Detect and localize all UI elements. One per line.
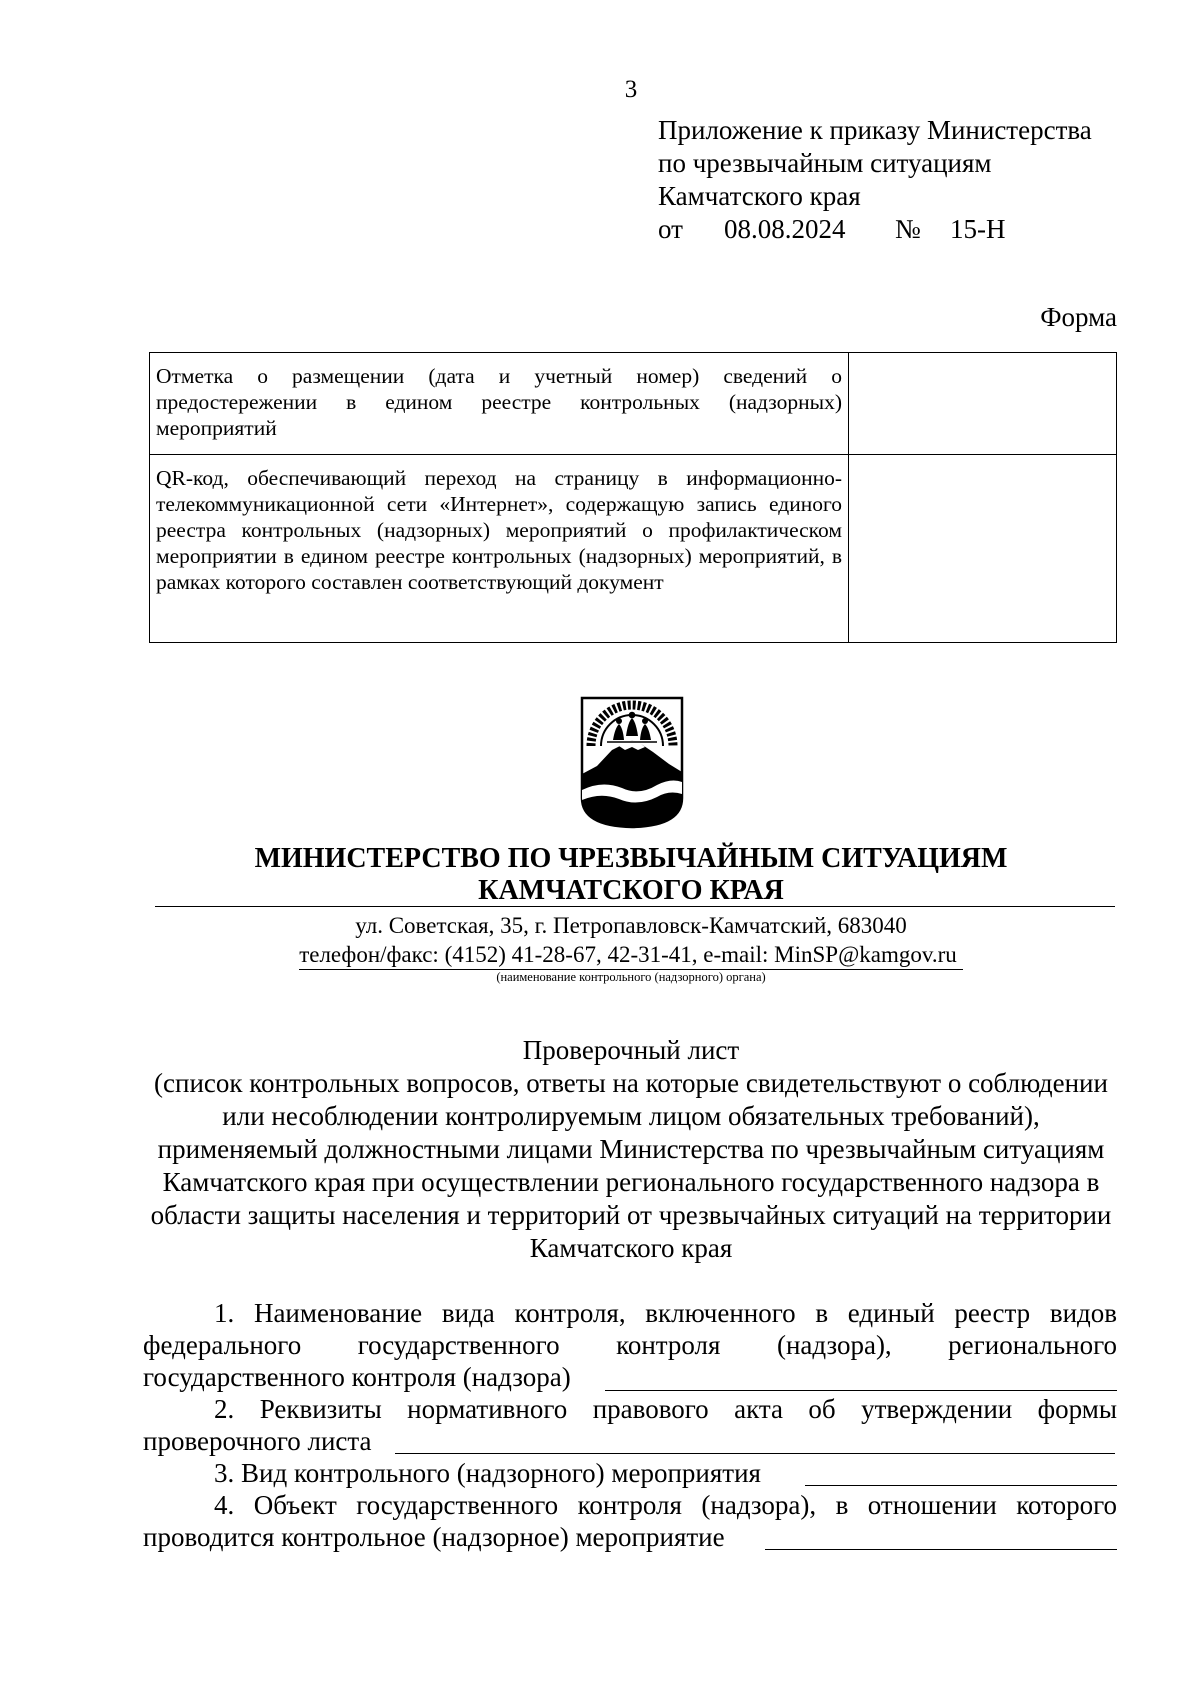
org-contacts: телефон/факс: (4152) 41-28-67, 42-31-41, e-mail: MinSP@kamgov.ru (299, 940, 963, 970)
checklist-heading (145, 1034, 1117, 1265)
form-fields (143, 1297, 1117, 1553)
checklist-title: Проверочный лист (522, 1035, 740, 1065)
field-1-input[interactable] (605, 1390, 1117, 1391)
number-label: № (895, 214, 921, 244)
field-3-input[interactable] (805, 1485, 1117, 1486)
registry-mark-value-cell (849, 353, 1117, 455)
field-4-label: 4. Объект государственного контроля (надзора), в отношении которого проводится контрольное (надзорное) мероприятие (143, 1490, 1117, 1552)
order-details (658, 213, 1092, 246)
field-1-label: 1. Наименование вида контроля, включенного в единый реестр видов федерального государственного контроля (надзора), регионального государственного контроля (надзора) (143, 1298, 1117, 1392)
registry-mark-label: Отметка о размещении (дата и учетный номер) сведений о предостережении в едином реестре контрольных (надзорных) мероприятий (150, 353, 849, 455)
order-number: 15-Н (950, 214, 1006, 244)
from-label: от (658, 214, 683, 244)
org-name-line-2: КАМЧАТСКОГО КРАЯ (478, 875, 784, 906)
appendix-line-3: Камчатского края (658, 181, 861, 211)
field-4-input[interactable] (765, 1549, 1117, 1550)
checklist-subtitle: (список контрольных вопросов, ответы на которые свидетельствуют о соблюдении или несоблюдении контролируемым лицом обязательных требований), применяемый должностными лицами Министерства по чрезвычайным ситуациям Камчатского края при осуществлении регионального государственного надзора в области защиты населения и территорий от чрезвычайных ситуаций на территории Камчатского края (150, 1068, 1112, 1263)
table-row (150, 455, 1117, 643)
field-2-label: 2. Реквизиты нормативного правового акта об утверждении формы проверочного листа (143, 1394, 1117, 1456)
page-number: 3 (624, 76, 638, 103)
table-row (150, 353, 1117, 455)
form-label: Форма (1040, 302, 1117, 332)
kamchatka-coat-of-arms-icon (577, 694, 687, 830)
org-name-line-1: МИНИСТЕРСТВО ПО ЧРЕЗВЫЧАЙНЫМ СИТУАЦИЯМ (254, 843, 1008, 874)
appendix-line-1: Приложение к приказу Министерства (658, 115, 1092, 145)
order-date: 08.08.2024 (724, 214, 846, 244)
qr-code-label: QR-код, обеспечивающий переход на страницу в информационно-телекоммуникационной сети «Интернет», содержащую запись единого реестра контрольных (надзорных) мероприятий о профилактическом мероприятии в едином реестре контрольных (надзорных) мероприятий, в рамках которого составлен соответствующий документ (150, 455, 849, 643)
org-caption: (наименование контрольного (надзорного) органа) (496, 970, 766, 984)
org-name (0, 843, 1200, 907)
appendix-block (658, 114, 1092, 246)
header-divider (155, 906, 1115, 907)
qr-code-cell (849, 455, 1117, 643)
registry-info-table (149, 352, 1117, 643)
appendix-line-2: по чрезвычайным ситуациям (658, 148, 992, 178)
field-2-input[interactable] (395, 1453, 1115, 1454)
field-3-label: 3. Вид контрольного (надзорного) мероприятия (214, 1458, 761, 1488)
org-address: ул. Советская, 35, г. Петропавловск-Камчатский, 683040 (355, 913, 907, 938)
